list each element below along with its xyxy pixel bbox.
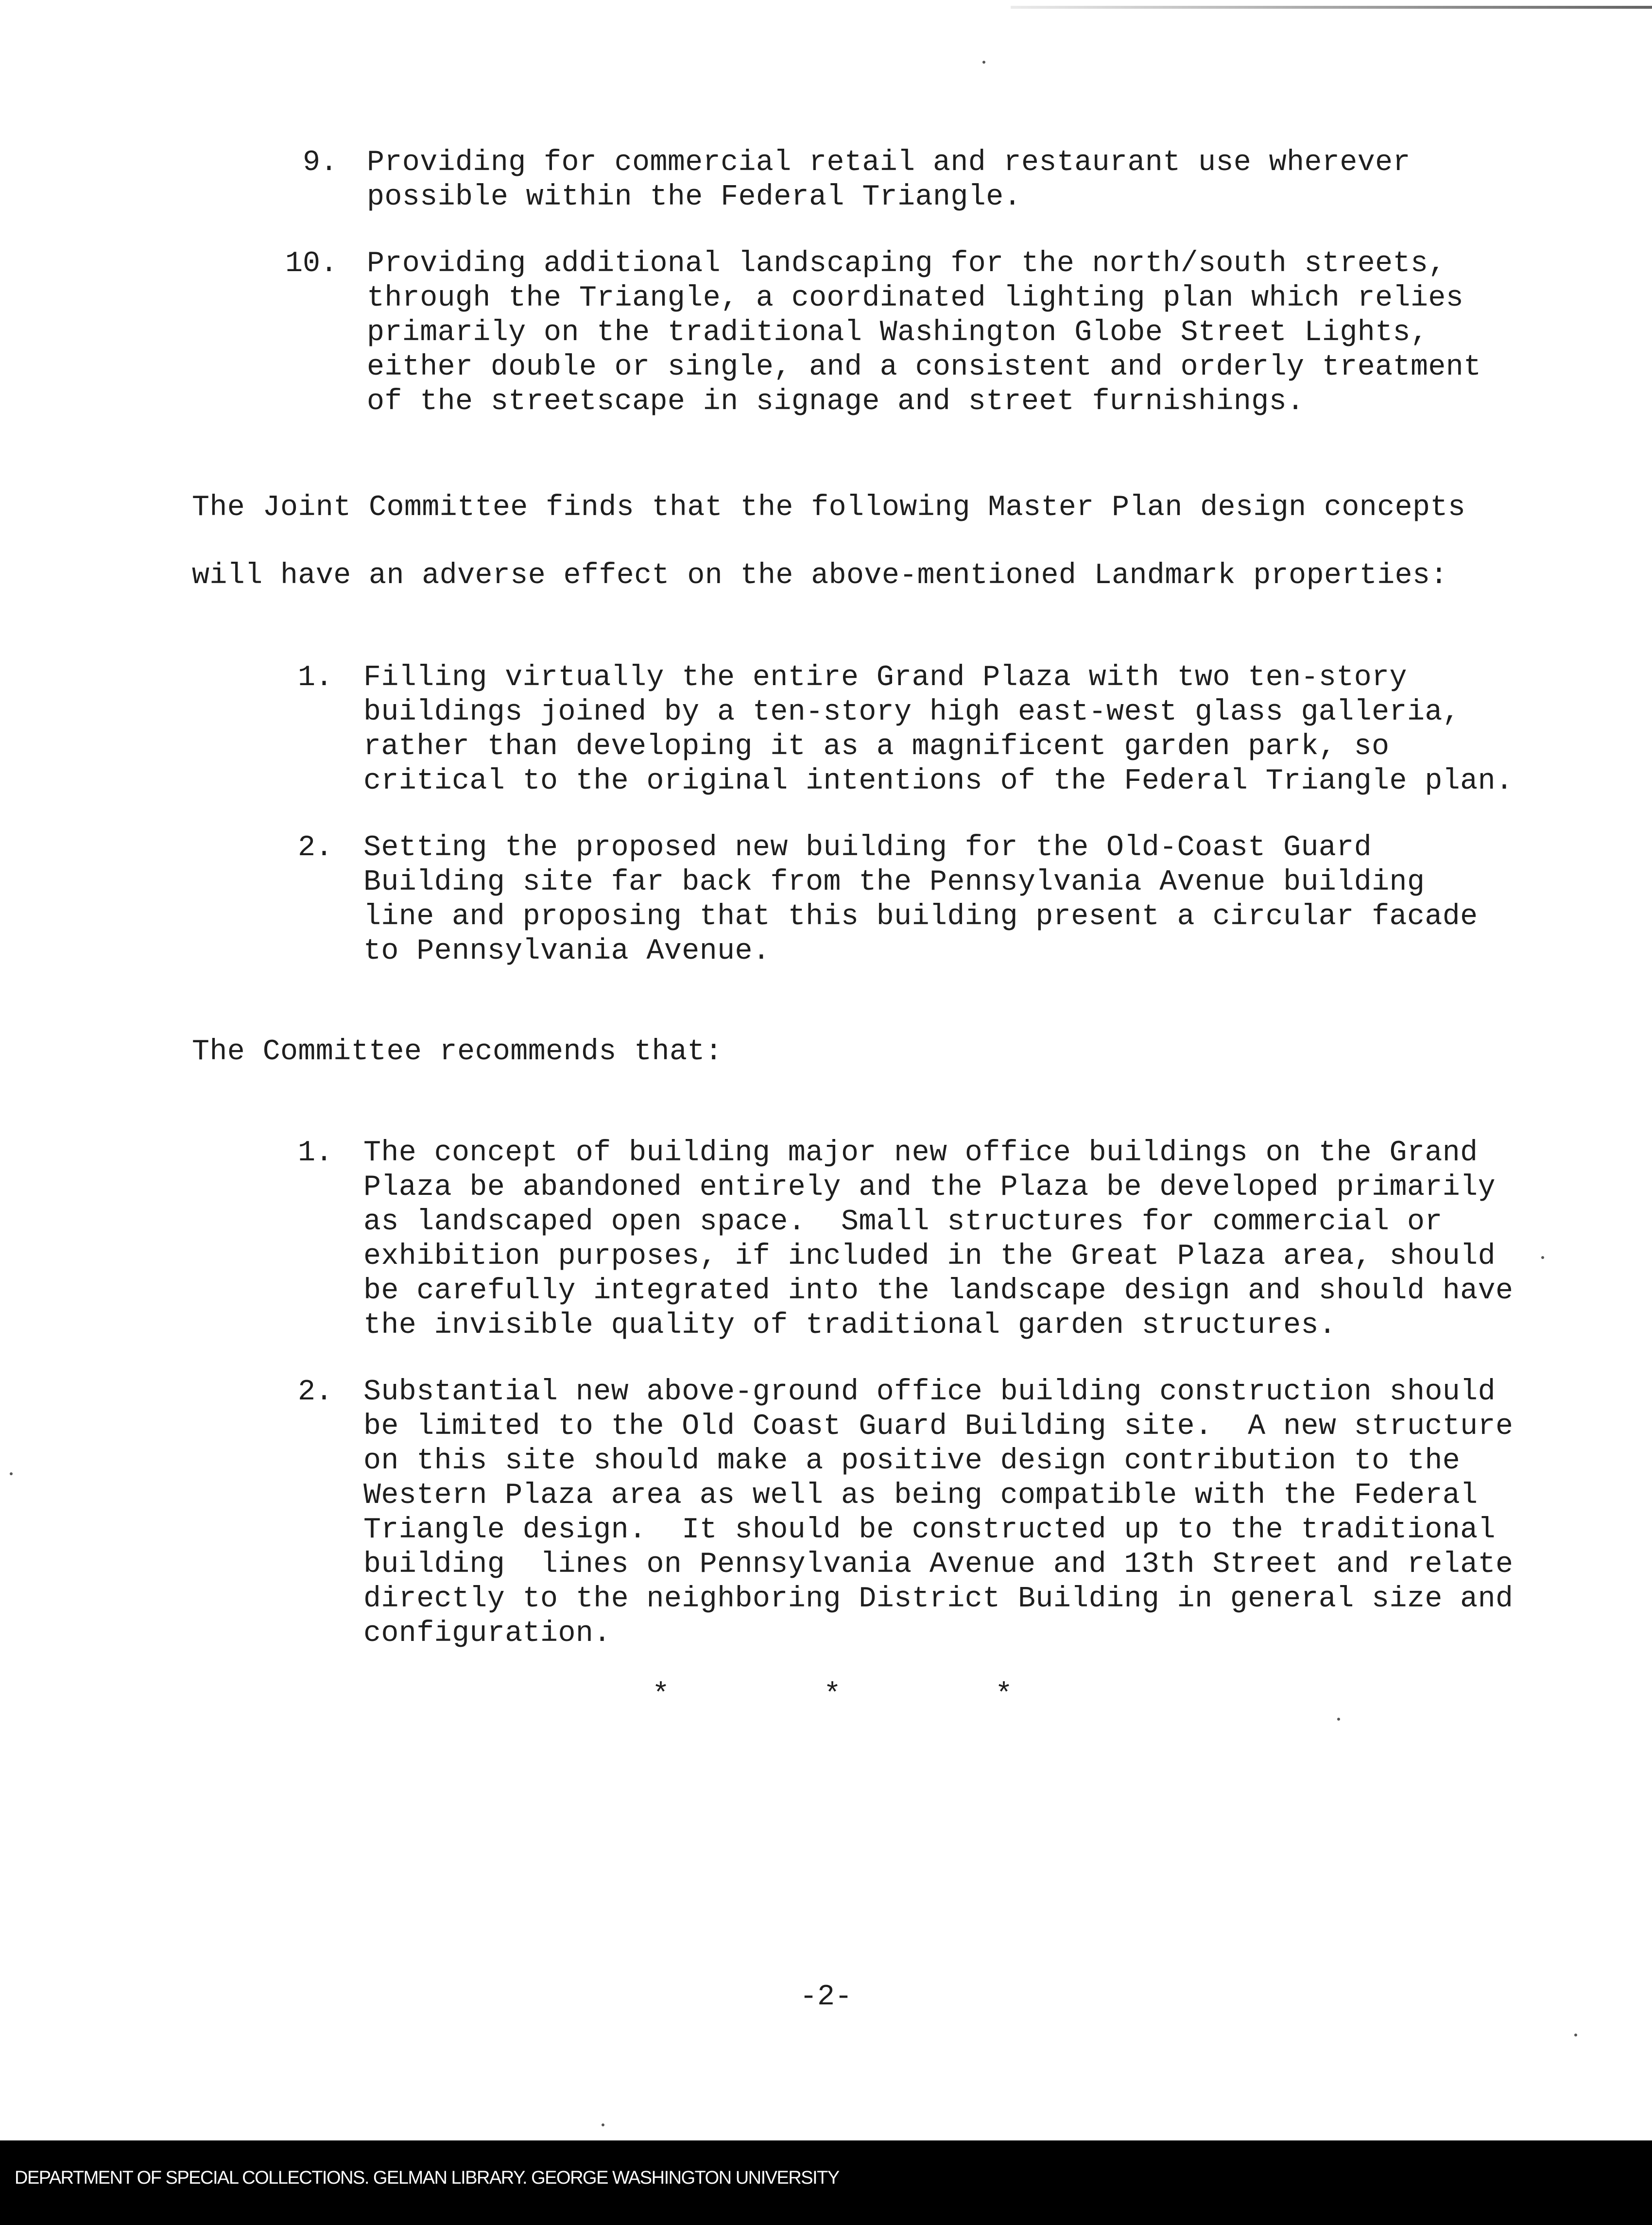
section-divider-stars — [632, 1679, 1020, 1713]
list-item: Setting the proposed new building for the Old-Coast Guard Building site far back from the Pennsylvania Avenue building line and proposing that this building present a circular facade to Pennsylvania Avenue. — [363, 831, 1478, 968]
archive-footer-text: DEPARTMENT OF SPECIAL COLLECTIONS. GELMAN LIBRARY. GEORGE WASHINGTON UNIVERSITY — [15, 2168, 839, 2188]
scan-speck — [1574, 2034, 1577, 2036]
star: * — [824, 1679, 842, 1712]
scan-speck — [602, 2123, 604, 2126]
item-number: 2. — [297, 1376, 333, 1409]
scan-speck — [1337, 1718, 1340, 1721]
paragraph: will have an adverse effect on the above-mentioned Landmark properties: — [192, 559, 1448, 592]
paragraph: The Committee recommends that: — [192, 1035, 723, 1069]
scan-speck — [10, 1472, 13, 1475]
list-item: The concept of building major new office buildings on the Grand Plaza be abandoned entirely and the Plaza be developed primarily as landscaped open space. Small structures for commercial or exhibition purposes, if included in the Great Plaza area, should be carefully integrated into the landscape design and should have the invisible quality of traditional garden structures. — [363, 1137, 1514, 1342]
list-item: Filling virtually the entire Grand Plaza with two ten-story buildings joined by a ten-story high east-west glass galleria, rather than developing it as a magnificent garden park, so critical to the original intentions of the Federal Triangle plan. — [363, 661, 1514, 798]
archive-footer — [0, 2140, 1652, 2225]
item-number: 1. — [297, 1137, 333, 1170]
list-item: Providing additional landscaping for the north/south streets, through the Triangle, a coordinated lighting plan which relies primarily on the traditional Washington Globe Street Lights, either double or single, and a consistent and orderly treatment of the streetscape in signage and street furnishings. — [367, 247, 1481, 418]
item-number: 1. — [297, 661, 333, 694]
list-item: Substantial new above-ground office building construction should be limited to the Old Coast Guard Building site. A new structure on this site should make a positive design contribution to the Western Plaza area as well as being compatible with the Federal Triangle design. It should be constructed up to the traditional building lines on Pennsylvania Avenue and 13th Street and relate directly to the neighboring District Building in general size and configuration. — [363, 1376, 1514, 1650]
page-number: -2- — [799, 1981, 853, 2014]
item-number: 2. — [297, 831, 333, 864]
item-number: 9. — [302, 146, 338, 179]
item-number: 10. — [285, 247, 338, 280]
scan-speck — [982, 61, 985, 64]
paragraph: The Joint Committee finds that the following Master Plan design concepts — [192, 491, 1466, 524]
star: * — [652, 1679, 670, 1712]
scan-speck — [1541, 1256, 1544, 1259]
star: * — [995, 1679, 1013, 1712]
list-item: Providing for commercial retail and restaurant use wherever possible within the Federal Triangle. — [367, 146, 1411, 214]
